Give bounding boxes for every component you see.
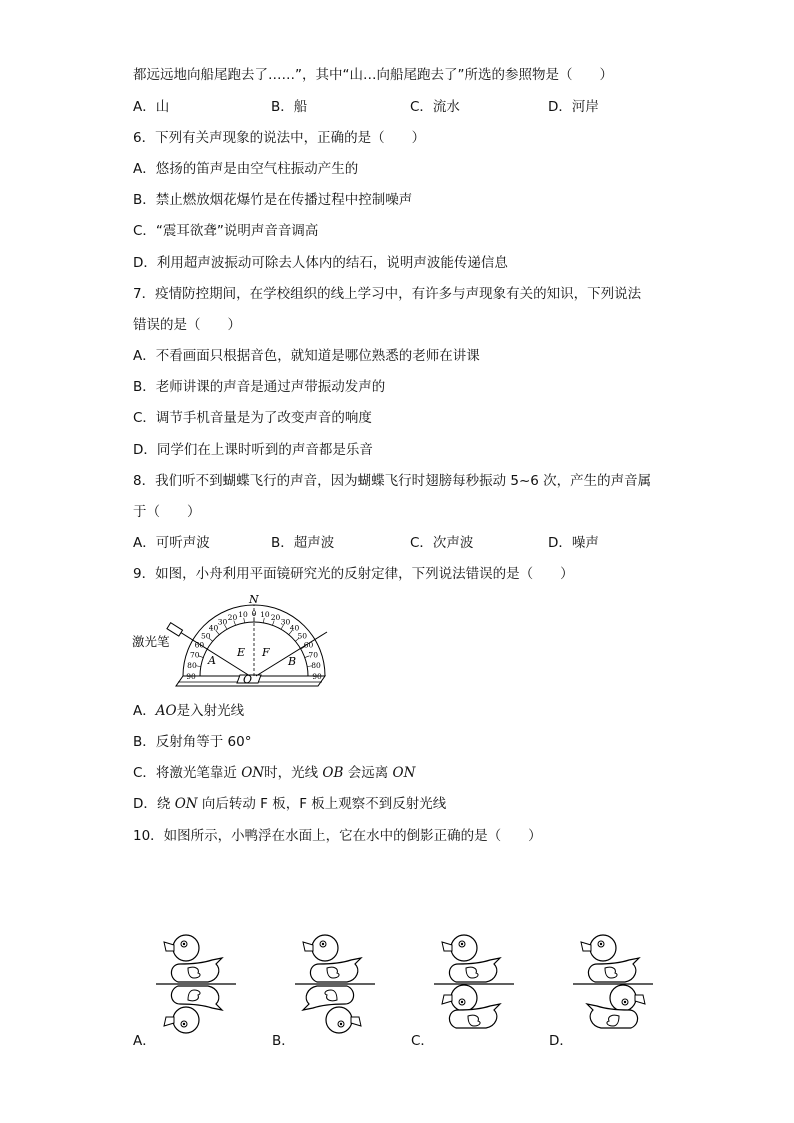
protractor-tick-label-left: 10	[238, 609, 248, 619]
protractor-tick-label-right: 80	[311, 661, 321, 671]
q10-option-d-label[interactable]: D．	[549, 1033, 573, 1049]
q6-option-c[interactable]: C．“震耳欲聋”说明声音音调高	[133, 223, 319, 239]
q9-option-c-text2: 会远离	[343, 765, 393, 781]
q6-option-b[interactable]: B．禁止燃放烟花爆竹是在传播过程中控制噪声	[133, 192, 413, 208]
q8-option-c[interactable]: C．次声波	[410, 535, 474, 551]
protractor-tick-label-right: 90	[312, 672, 322, 681]
protractor-tick-label-left: 80	[187, 661, 197, 671]
protractor-tick-label-left: 0	[251, 609, 257, 618]
q6-option-d[interactable]: D．利用超声波振动可除去人体内的结石，说明声波能传递信息	[133, 255, 508, 271]
q5-option-b[interactable]: B．船	[271, 99, 308, 115]
q5-stem-tail: 都远远地向船尾跑去了……”，其中“山…向船尾跑去了”所选的参照物是（ ）	[133, 67, 613, 83]
protractor-tick-label-right: 40	[289, 623, 300, 633]
q8-option-b[interactable]: B．超声波	[271, 535, 335, 551]
q8-option-d[interactable]: D．噪声	[548, 535, 599, 551]
q7-option-d[interactable]: D．同学们在上课时听到的声音都是乐音	[133, 442, 373, 458]
q9-option-c-symbol-ob: OB	[322, 765, 344, 781]
protractor-tick-label-left: 20	[227, 612, 238, 622]
q9-option-c-symbol-on: ON	[241, 765, 265, 781]
label-b: B	[288, 655, 297, 668]
q5-option-d[interactable]: D．河岸	[548, 99, 599, 115]
duck-option-a-figure[interactable]	[154, 918, 238, 1058]
q8-stem-line2: 于（ ）	[133, 504, 201, 520]
protractor-tick-label-left: 60	[194, 640, 205, 650]
q7-option-c[interactable]: C．调节手机音量是为了改变声音的响度	[133, 410, 372, 426]
q8-stem-line1: 8．我们听不到蝴蝶飞行的声音，因为蝴蝶飞行时翅膀每秒振动 5~6 次，产生的声音属	[133, 473, 652, 489]
q6-option-a[interactable]: A．悠扬的笛声是由空气柱振动产生的	[133, 161, 359, 177]
protractor-tick-label-right: 20	[270, 612, 281, 622]
reflection-apparatus-figure	[128, 590, 368, 690]
q7-stem-line2: 错误的是（ ）	[133, 317, 241, 333]
duck-option-c-figure[interactable]	[432, 918, 516, 1058]
label-e: E	[237, 646, 246, 659]
q9-option-c-text: 时，光线	[264, 765, 323, 781]
protractor-tick-label-left: 90	[186, 672, 196, 681]
protractor-tick-label-left: 50	[200, 631, 211, 641]
label-a: A	[208, 654, 216, 667]
q9-stem: 9．如图，小舟利用平面镜研究光的反射定律，下列说法错误的是（ ）	[133, 566, 574, 582]
protractor-tick-label-right: 50	[297, 631, 308, 641]
q9-option-b[interactable]: B．反射角等于 60°	[133, 734, 252, 750]
protractor-tick-label-right: 70	[308, 650, 318, 660]
protractor-tick-label-left: 30	[217, 617, 228, 627]
label-f: F	[262, 646, 270, 659]
q6-stem: 6．下列有关声现象的说法中，正确的是（ ）	[133, 130, 426, 146]
laser-pen-label: 激光笔	[132, 634, 170, 649]
q9-option-d-symbol: ON	[174, 796, 198, 812]
q10-option-b-label[interactable]: B．	[272, 1033, 295, 1049]
protractor-tick-label-left: 40	[208, 623, 219, 633]
q9-option-c-prefix: C．将激光笔靠近	[133, 765, 242, 781]
q9-option-c[interactable]	[133, 764, 415, 782]
q7-option-a[interactable]: A．不看画面只根据音色，就知道是哪位熟悉的老师在讲课	[133, 348, 480, 364]
protractor-tick-label-right: 60	[303, 640, 314, 650]
q9-option-d[interactable]	[133, 795, 446, 813]
duck-option-b-figure[interactable]	[293, 918, 377, 1058]
q7-stem-line1: 7．疫情防控期间，在学校组织的线上学习中，有许多与声现象有关的知识，下列说法	[133, 286, 642, 302]
q10-stem: 10．如图所示，小鸭浮在水面上，它在水中的倒影正确的是（ ）	[133, 828, 542, 844]
protractor-tick-label-right: 30	[280, 617, 291, 627]
q9-option-d-text: 向后转动 F 板，F 板上观察不到反射光线	[197, 796, 447, 812]
q9-option-c-symbol-on2: ON	[392, 765, 416, 781]
q9-option-a-prefix: A．	[133, 703, 156, 719]
q10-option-a-label[interactable]: A．	[133, 1033, 156, 1049]
q9-option-a-symbol: AO	[155, 703, 177, 719]
label-o: O	[243, 673, 253, 686]
q10-option-c-label[interactable]: C．	[411, 1033, 434, 1049]
q9-option-a[interactable]	[133, 702, 244, 720]
protractor-tick-label-left: 70	[190, 650, 200, 660]
duck-option-d-figure[interactable]	[571, 918, 655, 1058]
q9-option-a-text: 是入射光线	[176, 703, 245, 719]
protractor-tick-label-right: 10	[260, 609, 270, 619]
q7-option-b[interactable]: B．老师讲课的声音是通过声带振动发声的	[133, 379, 386, 395]
q9-option-d-prefix: D．绕	[133, 796, 175, 812]
q5-option-c[interactable]: C．流水	[410, 99, 460, 115]
label-n: N	[249, 593, 259, 606]
q5-option-a[interactable]: A．山	[133, 99, 170, 115]
q8-option-a[interactable]: A．可听声波	[133, 535, 210, 551]
